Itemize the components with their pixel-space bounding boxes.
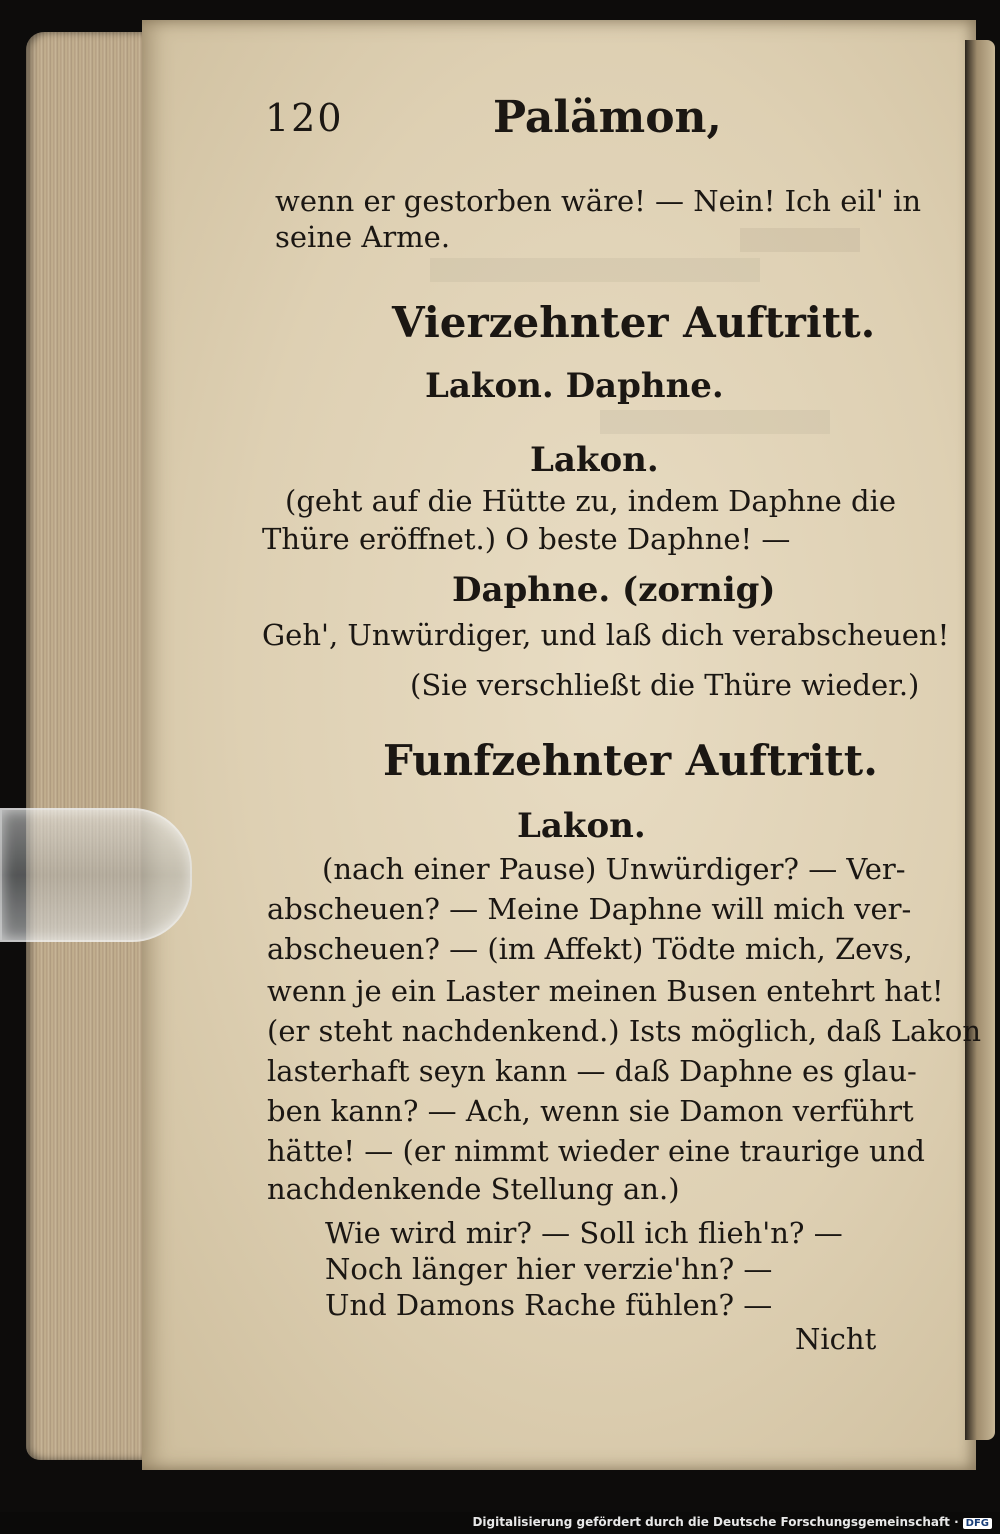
verse-line: Wie wird mir? — Soll ich flieh'n? — (325, 1216, 843, 1250)
scene-heading: Funfzehnter Auftritt. (383, 736, 878, 785)
running-title: Palämon, (493, 92, 722, 143)
text-line: ben kann? — Ach, wenn sie Damon verführt (267, 1094, 914, 1128)
text-line: abscheuen? — (im Affekt) Tödte mich, Zevs, (267, 932, 913, 966)
speaker-name: Lakon. (517, 806, 646, 846)
stage-direction: Thüre eröffnet.) O beste Daphne! — (262, 522, 791, 556)
catchword: Nicht (795, 1322, 877, 1356)
stage-direction: (geht auf die Hütte zu, indem Daphne die (285, 484, 897, 518)
text-line: nachdenkende Stellung an.) (267, 1172, 680, 1206)
cast-list: Lakon. Daphne. (425, 366, 724, 406)
speaker-name: Daphne. (zornig) (452, 570, 776, 610)
verse-line: Noch länger hier verzie'hn? — (325, 1252, 773, 1286)
text-line: wenn er gestorben wäre! — Nein! Ich eil' in (275, 184, 922, 218)
text-line: hätte! — (er nimmt wieder eine traurige und (267, 1134, 925, 1168)
scene-heading: Vierzehnter Auftritt. (392, 298, 876, 347)
dfg-logo: DFG (963, 1518, 992, 1529)
funding-credit: Digitalisierung gefördert durch die Deutsche Forschungsgemeinschaft · (472, 1515, 959, 1529)
facing-page-edge (965, 40, 995, 1440)
spoken-line: Geh', Unwürdiger, und laß dich verabscheuen! (262, 618, 950, 652)
text-line: (nach einer Pause) Unwürdiger? — Ver- (322, 852, 906, 886)
show-through (740, 228, 860, 252)
glass-book-holder (0, 808, 192, 942)
text-line: lasterhaft seyn kann — daß Daphne es glau- (267, 1054, 917, 1088)
footer-credit (472, 1515, 992, 1529)
page-edges (26, 32, 156, 1460)
verse-line: Und Damons Rache fühlen? — (325, 1288, 773, 1322)
text-line: wenn je ein Laster meinen Busen entehrt hat! (267, 974, 944, 1008)
speaker-name: Lakon. (530, 440, 659, 480)
page-number: 120 (265, 96, 344, 140)
stage-direction: (Sie verschließt die Thüre wieder.) (410, 668, 920, 702)
footer-bar (0, 1512, 1000, 1534)
show-through (430, 258, 760, 282)
text-line: (er steht nachdenkend.) Ists möglich, daß Lakon (267, 1014, 982, 1048)
text-line: seine Arme. (275, 220, 451, 254)
show-through (600, 410, 830, 434)
text-line: abscheuen? — Meine Daphne will mich ver- (267, 892, 912, 926)
